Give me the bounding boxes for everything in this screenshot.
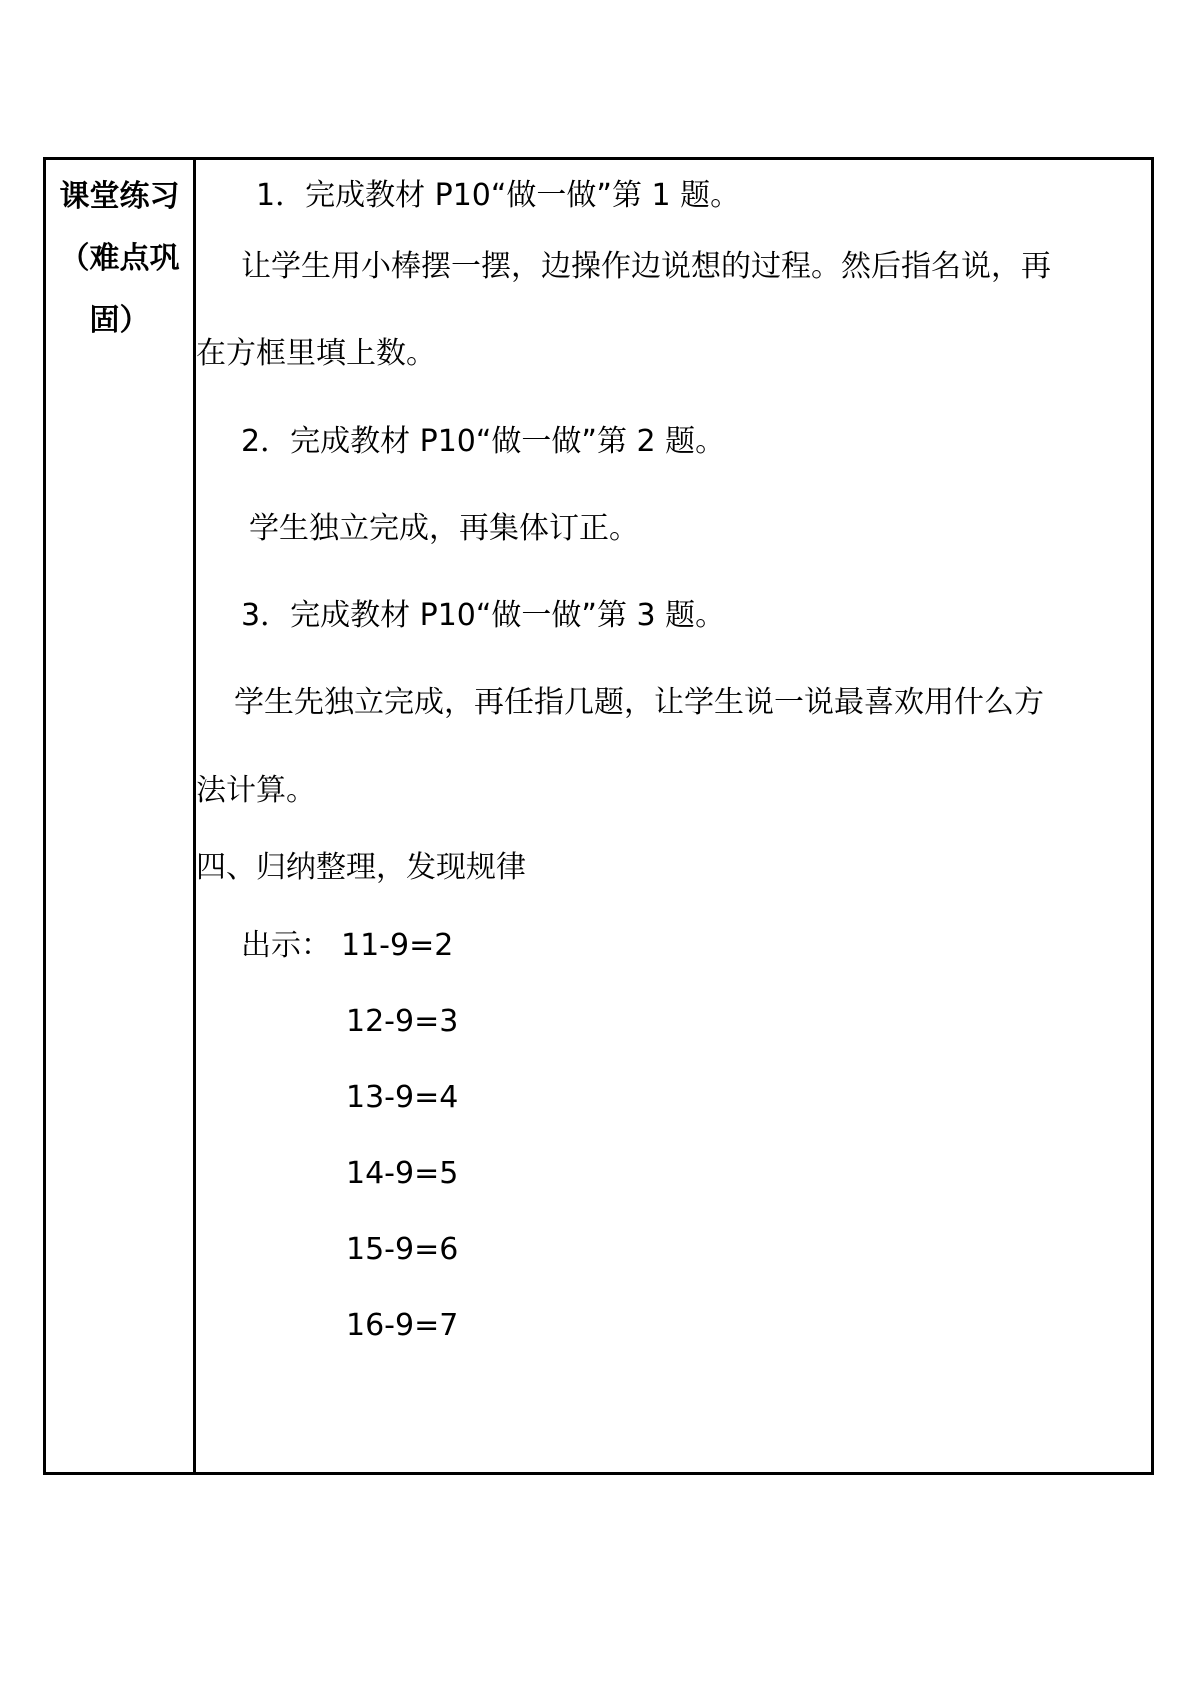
content-cell [196, 160, 1151, 1472]
row-label [46, 160, 193, 352]
exercise-3: 3．完成教材 P10“做一做”第 3 题。 [241, 598, 726, 633]
equation: 12-9=3 [346, 1004, 459, 1039]
equation: 15-9=6 [346, 1232, 459, 1267]
exercise-1-instructions-line-2: 在方框里填上数。 [196, 336, 436, 371]
row-label-line-3: 固） [89, 303, 150, 338]
show-label: 出示： [241, 928, 331, 963]
equation: 16-9=7 [346, 1308, 459, 1343]
equation: 11-9=2 [341, 928, 454, 963]
exercise-2-instructions: 学生独立完成，再集体订正。 [249, 511, 639, 546]
section-heading: 四、归纳整理，发现规律 [196, 850, 526, 885]
exercise-1-instructions-line-1: 让学生用小棒摆一摆，边操作边说想的过程。然后指名说，再 [241, 249, 1051, 284]
row-label-line-2: （难点巩 [59, 241, 180, 276]
exercise-2: 2．完成教材 P10“做一做”第 2 题。 [241, 424, 726, 459]
equation: 14-9=5 [346, 1156, 459, 1191]
exercise-1: 1．完成教材 P10“做一做”第 1 题。 [256, 178, 741, 213]
lesson-table [43, 157, 1154, 1475]
exercise-3-instructions-line-2: 法计算。 [196, 773, 316, 808]
equation: 13-9=4 [346, 1080, 459, 1115]
row-label-line-1: 课堂练习 [59, 179, 180, 214]
exercise-3-instructions-line-1: 学生先独立完成，再任指几题，让学生说一说最喜欢用什么方 [234, 685, 1044, 720]
